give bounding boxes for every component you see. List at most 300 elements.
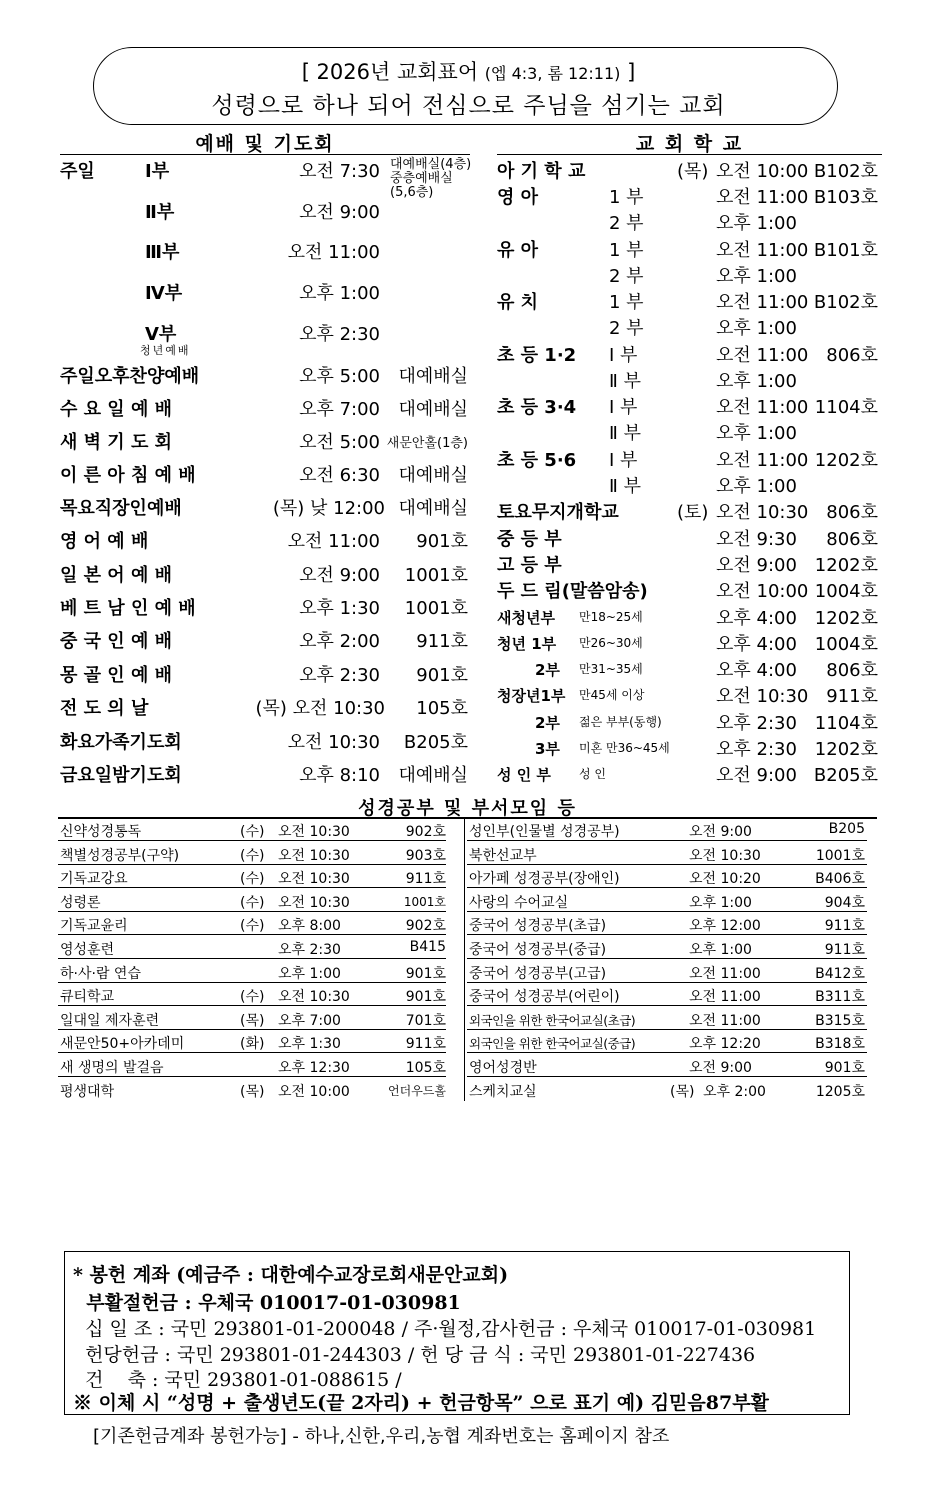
study-name: 새 생명의 발걸음 (60, 1060, 164, 1076)
school-row (497, 604, 882, 630)
school-age-range: 만45세 이상 (579, 688, 645, 702)
study-row-left (58, 1030, 446, 1053)
school-part: 1 부 (609, 187, 644, 208)
worship-name: 이 른 아 침 예 배 (60, 465, 196, 486)
study-time: 오후 12:20 (689, 1036, 761, 1053)
motto-bracket-close: ] (627, 60, 636, 84)
school-age-range: 젊은 부부(동행) (579, 715, 662, 729)
study-time: 오후 1:00 (689, 942, 752, 958)
school-time: 오전 10:00 (716, 581, 809, 602)
school-room: 1104호 (814, 397, 878, 418)
study-name: 성인부(인물별 성경공부) (469, 824, 620, 840)
worship-place: 901호 (416, 531, 468, 552)
worship-name: 중 국 인 예 배 (60, 631, 173, 652)
school-time: 오전 9:30 (716, 529, 797, 550)
school-time: 오후 4:00 (716, 660, 797, 681)
worship-part: Ⅱ부 (145, 202, 175, 223)
school-day: (목) (677, 161, 709, 182)
study-name: 신약성경통독 (60, 824, 142, 840)
study-row-right (467, 1030, 867, 1053)
school-time: 오전 10:30 (716, 686, 809, 707)
school-room: 806호 (826, 529, 878, 550)
study-name: 아가페 성경공부(장애인) (469, 871, 620, 888)
school-part: Ⅰ 부 (609, 450, 638, 471)
worship-name: 베 트 남 인 예 배 (60, 598, 196, 619)
offering-accounts-box (64, 1251, 850, 1415)
school-dept: 중 등 부 (497, 529, 562, 550)
school-time: 오후 4:00 (716, 634, 797, 655)
worship-row (60, 238, 480, 268)
study-day: (목) (670, 1083, 695, 1100)
worship-place: 1001호 (404, 565, 468, 586)
offering-line: ※ 이체 시 “성명 + 출생년도(끝 2자리) + 헌금항목” 으로 표기 예) 김믿음87부활 (73, 1392, 769, 1414)
study-room: 911호 (824, 918, 865, 935)
worship-part: Ⅳ부 (145, 283, 183, 304)
study-day: (수) (240, 871, 265, 888)
worship-row (60, 527, 480, 557)
study-name: 중국어 성경공부(초급) (469, 918, 607, 935)
school-time: 오후 1:00 (716, 266, 797, 287)
school-part: 1 부 (609, 240, 644, 261)
worship-name: 새 벽 기 도 회 (60, 432, 173, 453)
study-time: 오전 10:30 (689, 847, 761, 864)
offering-line: 헌당헌금 : 국민 293801-01-244303 / 헌 당 금 식 : 국민 293801-01-227436 (73, 1344, 756, 1366)
study-name: 스케치교실 (469, 1083, 537, 1100)
school-time: 오전 10:00 (716, 161, 809, 182)
study-time: 오후 1:00 (689, 894, 752, 911)
study-room: 1205호 (815, 1083, 865, 1100)
study-time: 오후 12:00 (689, 918, 761, 935)
study-time: 오전 10:00 (278, 1083, 350, 1100)
school-dept: 초 등 3·4 (497, 397, 577, 418)
worship-row (60, 395, 480, 425)
worship-name: 목요직장인예배 (60, 498, 182, 519)
school-dept: 두 드 림(말씀암송) (497, 581, 648, 602)
study-room: 901호 (405, 989, 446, 1006)
school-room: 1104호 (814, 713, 878, 734)
worship-part: Ⅰ부 (145, 161, 170, 182)
study-name: 성령론 (60, 894, 101, 911)
study-room: B415 (409, 939, 446, 955)
study-name: 북한선교부 (469, 847, 537, 864)
school-time: 오후 2:30 (716, 713, 797, 734)
school-row (497, 709, 882, 735)
worship-name: 몽 골 인 예 배 (60, 665, 173, 686)
school-room: 1202호 (814, 555, 878, 576)
study-time: 오전 10:30 (278, 824, 350, 840)
study-time: 오전 11:00 (689, 965, 761, 982)
offering-line: * 봉헌 계좌 (예금주 : 대한예수교장로회새문안교회) (73, 1264, 509, 1286)
worship-time: 오후 1:30 (299, 598, 380, 619)
worship-row (60, 627, 480, 657)
school-row (497, 341, 882, 367)
worship-time: 오후 2:30 (299, 324, 380, 345)
school-dept: 성 인 부 (497, 766, 551, 784)
study-time: 오후 1:00 (278, 965, 341, 982)
worship-sub-label: 청년예배 (140, 344, 191, 357)
study-room: 언더우드홀 (388, 1083, 446, 1098)
worship-place: 대예배실 (398, 765, 468, 786)
worship-time: 오후 2:30 (299, 665, 380, 686)
school-time: 오후 1:00 (716, 476, 797, 497)
school-row (497, 314, 882, 340)
study-day: (수) (240, 894, 265, 911)
study-row-left (58, 865, 446, 888)
school-row (497, 209, 882, 235)
study-time: 오전 10:30 (278, 871, 350, 888)
worship-place: 대예배실 (398, 498, 468, 519)
school-room: 806호 (826, 502, 878, 523)
offering-footnote: [기존헌금계좌 봉헌가능] - 하나,신한,우리,농협 계좌번호는 홈페이지 참조 (93, 1426, 670, 1447)
worship-row (60, 594, 480, 624)
school-part: Ⅰ 부 (609, 397, 638, 418)
school-room: B103호 (813, 187, 878, 208)
study-room: 701호 (405, 1012, 446, 1029)
study-row-right (467, 912, 867, 935)
school-dept: 유 치 (497, 292, 539, 313)
study-time: 오전 11:00 (689, 989, 761, 1006)
worship-place: 새문안홀(1층) (386, 436, 468, 451)
school-time: 오전 11:00 (716, 240, 809, 261)
study-row-right (467, 936, 867, 959)
study-day: (화) (240, 1036, 265, 1053)
school-part: 2 부 (609, 318, 644, 339)
worship-place: 901호 (416, 665, 468, 686)
study-room: 911호 (405, 1036, 446, 1053)
study-name: 기독교강요 (60, 871, 128, 888)
school-room: B205호 (813, 765, 878, 786)
study-name: 평생대학 (60, 1083, 115, 1100)
study-room: 901호 (405, 965, 446, 982)
study-row-right (467, 842, 867, 865)
motto-scripture-ref: (엡 4:3, 롬 12:11) (484, 64, 621, 83)
school-part: Ⅱ 부 (609, 476, 641, 497)
study-row-right (467, 1054, 867, 1077)
worship-time: 오전 6:30 (299, 465, 380, 486)
study-time: 오후 2:30 (278, 942, 341, 958)
study-day: (목) (240, 1083, 265, 1100)
school-dept: 청년 1부 (497, 635, 557, 653)
study-room: 903호 (405, 847, 446, 864)
study-day: (수) (240, 847, 265, 864)
study-row-right (467, 1078, 867, 1101)
worship-name: 전 도 의 날 (60, 698, 149, 719)
school-time: 오전 10:30 (716, 502, 809, 523)
study-room: B412호 (815, 965, 865, 982)
school-row (497, 236, 882, 262)
school-time: 오후 1:00 (716, 318, 797, 339)
school-dept: 새청년부 (497, 609, 555, 627)
worship-row (60, 461, 480, 491)
school-dept: 3부 (535, 740, 560, 758)
worship-time: 오전 11:00 (287, 242, 380, 263)
worship-row (60, 362, 480, 392)
worship-row (60, 728, 480, 758)
worship-place: 대예배실 (398, 465, 468, 486)
study-row-left (58, 1054, 446, 1077)
study-time: 오전 10:30 (278, 894, 350, 911)
motto-title: [ 2026년 교회표어 (301, 60, 479, 84)
worship-name: 일 본 어 예 배 (60, 565, 173, 586)
study-name: 중국어 성경공부(어린이) (469, 989, 620, 1006)
school-row (497, 262, 882, 288)
study-name: 영어성경반 (469, 1060, 537, 1076)
study-name: 사랑의 수어교실 (469, 894, 569, 911)
school-time: 오전 11:00 (716, 397, 809, 418)
study-room: B406호 (815, 871, 865, 888)
school-time: 오후 4:00 (716, 608, 797, 629)
study-row-left (58, 1007, 446, 1030)
school-row (497, 577, 882, 603)
study-room: 1001호 (815, 847, 865, 864)
school-room: 806호 (826, 660, 878, 681)
worship-section-title: 예배 및 기도회 (195, 133, 335, 155)
school-time: 오전 11:00 (716, 450, 809, 471)
worship-row (60, 279, 480, 309)
study-row-left (58, 912, 446, 935)
school-row (497, 288, 882, 314)
worship-name: 주일 (60, 161, 95, 182)
study-time: 오전 11:00 (689, 1012, 761, 1029)
school-row (497, 630, 882, 656)
school-time: 오후 1:00 (716, 213, 797, 234)
school-day: (토) (677, 502, 709, 523)
study-room: 904호 (824, 894, 865, 911)
worship-time: 오후 7:00 (299, 399, 380, 420)
worship-place: 1001호 (404, 598, 468, 619)
school-row (497, 682, 882, 708)
study-row-right (467, 983, 867, 1006)
worship-row (60, 561, 480, 591)
study-row-left (58, 1078, 446, 1101)
worship-row (60, 157, 480, 200)
school-room: 1004호 (814, 581, 878, 602)
worship-name: 주일오후찬양예배 (60, 366, 200, 387)
study-room: B205 (828, 821, 865, 837)
worship-place: 105호 (416, 698, 468, 719)
worship-time: 오전 9:00 (299, 565, 380, 586)
study-name: 큐티학교 (60, 989, 115, 1006)
worship-row (60, 661, 480, 691)
study-name: 하·사·람 연습 (60, 965, 141, 982)
school-dept: 2부 (535, 714, 560, 732)
worship-row (60, 494, 480, 524)
school-age-range: 미혼 만36~45세 (579, 741, 670, 755)
study-row-left (58, 818, 446, 841)
school-row (497, 472, 882, 498)
school-part: 2 부 (609, 266, 644, 287)
worship-time: 오전 9:00 (299, 202, 380, 223)
school-room: B101호 (813, 240, 878, 261)
worship-part: Ⅴ부 (145, 324, 177, 345)
school-row (497, 551, 882, 577)
study-section-title: 성경공부 및 부서모임 등 (358, 798, 577, 819)
worship-place: 911호 (416, 631, 468, 652)
study-day: (수) (240, 918, 265, 935)
study-room: B315호 (815, 1012, 865, 1029)
study-name: 책별성경공부(구약) (60, 847, 180, 864)
school-title-underline (497, 154, 882, 155)
study-room: B318호 (815, 1036, 865, 1053)
school-dept: 토요무지개학교 (497, 502, 619, 523)
school-dept: 초 등 5·6 (497, 450, 577, 471)
motto-line-2: 성령으로 하나 되어 전심으로 주님을 섬기는 교회 (211, 93, 726, 119)
school-time: 오전 11:00 (716, 292, 809, 313)
worship-time: 오후 2:00 (299, 631, 380, 652)
school-age-range: 만26~30세 (579, 636, 643, 650)
school-time: 오후 1:00 (716, 423, 797, 444)
study-row-left (58, 983, 446, 1006)
school-room: 1202호 (814, 608, 878, 629)
school-room: B102호 (813, 161, 878, 182)
school-dept: 청장년1부 (497, 687, 566, 705)
study-name: 중국어 성경공부(중급) (469, 942, 607, 958)
study-room: 911호 (405, 871, 446, 888)
school-row (497, 498, 882, 524)
study-name: 중국어 성경공부(고급) (469, 965, 607, 982)
study-row-left (58, 960, 446, 983)
study-time: 오후 1:30 (278, 1036, 341, 1053)
school-time: 오후 2:30 (716, 739, 797, 760)
study-time: 오전 10:30 (278, 989, 350, 1006)
worship-row (60, 320, 480, 357)
worship-row (60, 428, 480, 458)
worship-row (60, 198, 480, 228)
offering-line: 건 축 : 국민 293801-01-088615 / (73, 1369, 402, 1391)
school-row (497, 735, 882, 761)
school-row (497, 419, 882, 445)
school-row (497, 183, 882, 209)
worship-place: 대예배실 (398, 366, 468, 387)
school-room: 1202호 (814, 739, 878, 760)
school-time: 오전 11:00 (716, 345, 809, 366)
worship-part: Ⅲ부 (145, 242, 180, 263)
worship-place: 대예배실(4층) 중층예배실 (5,6층) (390, 157, 472, 200)
school-dept: 유 아 (497, 240, 539, 261)
school-dept: 초 등 1·2 (497, 345, 577, 366)
school-row (497, 525, 882, 551)
study-row-right (467, 818, 867, 841)
school-row (497, 761, 882, 787)
study-room: 911호 (824, 942, 865, 958)
study-row-right (467, 865, 867, 888)
school-row (497, 446, 882, 472)
worship-time: 오전 10:30 (287, 732, 380, 753)
worship-time: 오후 8:10 (299, 765, 380, 786)
school-row (497, 393, 882, 419)
study-time: 오전 9:00 (689, 824, 752, 840)
worship-title-underline (60, 154, 470, 155)
school-room: 911호 (826, 686, 878, 707)
school-time: 오후 1:00 (716, 371, 797, 392)
school-part: Ⅱ 부 (609, 423, 641, 444)
worship-time: 오전 5:00 (299, 432, 380, 453)
school-time: 오전 9:00 (716, 765, 797, 786)
study-name: 외국인을 위한 한국어교실(초급) (469, 1012, 636, 1028)
school-row (497, 656, 882, 682)
school-room: 1004호 (814, 634, 878, 655)
school-row (497, 367, 882, 393)
study-room: 1001호 (403, 894, 446, 909)
worship-row (60, 761, 480, 791)
study-row-left (58, 889, 446, 912)
worship-name: 영 어 예 배 (60, 531, 149, 552)
study-column-divider (464, 818, 465, 1101)
worship-time: 오후 1:00 (299, 283, 380, 304)
school-age-range: 만18~25세 (579, 610, 643, 624)
worship-time: 오전 11:00 (287, 531, 380, 552)
school-room: 806호 (826, 345, 878, 366)
school-section-title: 교 회 학 교 (635, 133, 744, 155)
study-row-right (467, 960, 867, 983)
study-time: 오전 9:00 (689, 1060, 752, 1076)
worship-place: 대예배실 (398, 399, 468, 420)
study-room: 105호 (405, 1060, 446, 1076)
study-day: (수) (240, 989, 265, 1006)
school-dept: 2부 (535, 661, 560, 679)
study-day: (목) (240, 1012, 265, 1029)
study-room: 901호 (824, 1060, 865, 1076)
study-name: 일대일 제자훈련 (60, 1012, 160, 1029)
worship-row (60, 694, 480, 724)
worship-place: B205호 (403, 732, 468, 753)
worship-time: (목) 낮 12:00 (272, 498, 385, 519)
study-room: 902호 (405, 918, 446, 935)
study-day: (수) (240, 824, 265, 840)
school-room: 1202호 (814, 450, 878, 471)
study-name: 영성훈련 (60, 942, 115, 958)
study-row-left (58, 936, 446, 959)
study-time: 오전 10:30 (278, 847, 350, 864)
school-time: 오전 11:00 (716, 187, 809, 208)
study-room: B311호 (815, 989, 865, 1006)
study-time: 오후 2:00 (703, 1083, 766, 1100)
study-name: 새문안50+아카데미 (60, 1036, 185, 1053)
study-row-left (58, 842, 446, 865)
school-part: Ⅰ 부 (609, 345, 638, 366)
study-time: 오후 12:30 (278, 1060, 350, 1076)
worship-time: (목) 오전 10:30 (255, 698, 385, 719)
motto-line-1 (0, 56, 937, 86)
school-dept: 영 아 (497, 187, 539, 208)
study-name: 기독교윤리 (60, 918, 128, 935)
study-row-right (467, 1007, 867, 1030)
school-room: B102호 (813, 292, 878, 313)
school-dept: 아 기 학 교 (497, 161, 586, 182)
study-room: 902호 (405, 824, 446, 840)
worship-name: 금요일밤기도회 (60, 765, 182, 786)
study-name: 외국인을 위한 한국어교실(중급) (469, 1036, 636, 1052)
offering-line: 부활절헌금 : 우체국 010017-01-030981 (73, 1292, 461, 1314)
worship-time: 오전 7:30 (299, 161, 380, 182)
study-time: 오후 7:00 (278, 1012, 341, 1029)
school-part: Ⅱ 부 (609, 371, 641, 392)
school-age-range: 성 인 (579, 767, 606, 781)
study-time: 오후 8:00 (278, 918, 341, 935)
school-row (497, 157, 882, 183)
study-row-right (467, 889, 867, 912)
worship-name: 수 요 일 예 배 (60, 399, 173, 420)
worship-name: 화요가족기도회 (60, 732, 182, 753)
school-dept: 고 등 부 (497, 555, 562, 576)
study-time: 오전 10:20 (689, 871, 761, 888)
school-age-range: 만31~35세 (579, 662, 643, 676)
school-part: 1 부 (609, 292, 644, 313)
offering-line: 십 일 조 : 국민 293801-01-200048 / 주·월정,감사헌금 : 우체국 010017-01-030981 (73, 1318, 817, 1340)
school-part: 2 부 (609, 213, 644, 234)
school-time: 오전 9:00 (716, 555, 797, 576)
worship-time: 오후 5:00 (299, 366, 380, 387)
